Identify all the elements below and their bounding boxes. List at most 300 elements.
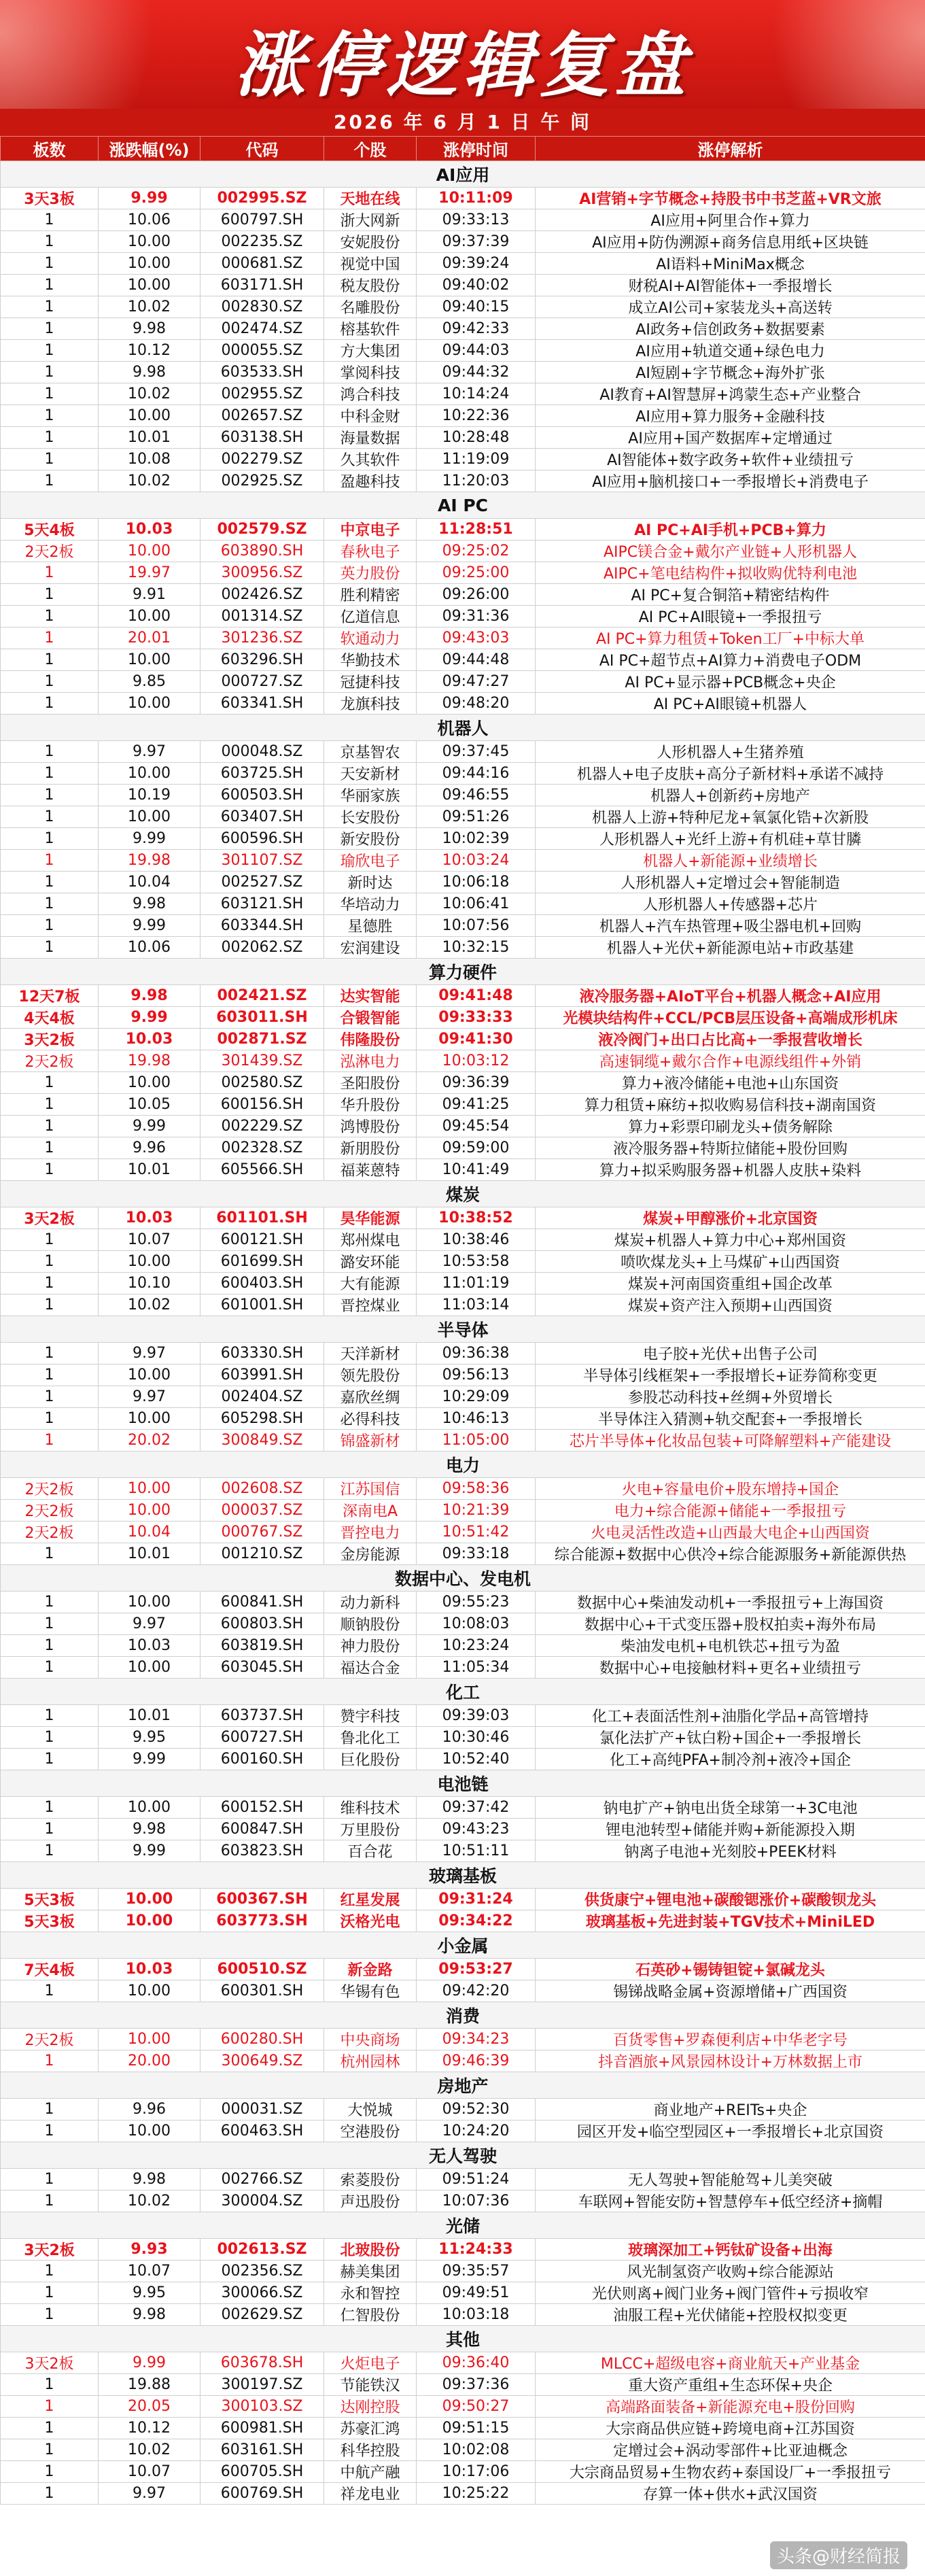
stock-name-cell: 沃格光电 [324, 1910, 417, 1932]
reason-cell: 玻璃深加工+钙钛矿设备+出海 [536, 2239, 925, 2261]
code-cell: 603296.SH [200, 649, 324, 671]
code-cell: 600503.SH [200, 785, 324, 806]
stock-name-cell: 深南电A [324, 1500, 417, 1522]
table-row [1, 2483, 925, 2505]
stock-name-cell: 英力股份 [324, 562, 417, 584]
limit-up-time-cell: 09:44:32 [417, 362, 536, 383]
change-pct-cell: 9.99 [99, 2352, 200, 2374]
limit-up-time-cell: 10:08:03 [417, 1613, 536, 1635]
limit-up-time-cell: 10:02:39 [417, 828, 536, 850]
board-count-cell: 1 [1, 1094, 99, 1116]
stock-name-cell: 郑州煤电 [324, 1229, 417, 1251]
change-pct-cell: 10.01 [99, 1543, 200, 1565]
code-cell: 002235.SZ [200, 231, 324, 253]
reason-cell: 大宗商品贸易+生物农药+泰国设厂+一季报扭亏 [536, 2461, 925, 2483]
board-count-cell: 1 [1, 872, 99, 893]
change-pct-cell: 9.93 [99, 2239, 200, 2261]
section-title: 机器人 [1, 715, 925, 741]
table-row [1, 1007, 925, 1029]
change-pct-cell: 10.00 [99, 1478, 200, 1500]
code-cell: 600727.SH [200, 1727, 324, 1749]
page-title: 涨停逻辑复盘 [234, 24, 691, 107]
code-cell: 002871.SZ [200, 1029, 324, 1050]
board-count-cell: 1 [1, 275, 99, 296]
reason-cell: 重大资产重组+生态环保+央企 [536, 2374, 925, 2396]
limit-up-time-cell: 09:44:16 [417, 763, 536, 785]
table-row [1, 893, 925, 915]
board-count-cell: 1 [1, 2374, 99, 2396]
change-pct-cell: 10.00 [99, 1592, 200, 1613]
reason-cell: 商业地产+REITs+央企 [536, 2099, 925, 2120]
limit-up-time-cell: 10:21:39 [417, 1500, 536, 1522]
table-row [1, 318, 925, 340]
reason-cell: 综合能源+数据中心供冷+综合能源服务+新能源供热 [536, 1543, 925, 1565]
header-reason: 涨停解析 [536, 137, 925, 161]
change-pct-cell: 10.03 [99, 519, 200, 540]
board-count-cell: 1 [1, 671, 99, 693]
reason-cell: AI PC+超节点+AI算力+消费电子ODM [536, 649, 925, 671]
table-body [1, 161, 925, 2505]
reason-cell: 火电灵活性改造+山西最大电企+山西国资 [536, 1522, 925, 1543]
section-header-row [1, 1770, 925, 1797]
code-cell: 002062.SZ [200, 937, 324, 959]
change-pct-cell: 10.07 [99, 2261, 200, 2282]
reason-cell: 机器人+汽车热管理+吸尘器电机+回购 [536, 915, 925, 937]
board-count-cell: 1 [1, 340, 99, 362]
change-pct-cell: 10.01 [99, 427, 200, 449]
code-cell: 603045.SH [200, 1657, 324, 1679]
code-cell: 002279.SZ [200, 449, 324, 470]
reason-cell: 半导体引线框架+一季报增长+证券简称变更 [536, 1364, 925, 1386]
stock-name-cell: 嘉欣丝绸 [324, 1386, 417, 1408]
board-count-cell: 1 [1, 741, 99, 763]
code-cell: 601101.SH [200, 1207, 324, 1229]
stock-name-cell: 节能铁汉 [324, 2374, 417, 2396]
reason-cell: AI应用+阿里合作+算力 [536, 209, 925, 231]
limit-up-time-cell: 09:51:24 [417, 2169, 536, 2191]
section-header-row [1, 2142, 925, 2169]
board-count-cell: 1 [1, 1657, 99, 1679]
code-cell: 600705.SH [200, 2461, 324, 2483]
table-row [1, 628, 925, 649]
stock-name-cell: 华丽家族 [324, 785, 417, 806]
reason-cell: 机器人上游+特种尼龙+氧氯化锆+次新股 [536, 806, 925, 828]
table-row [1, 649, 925, 671]
change-pct-cell: 10.02 [99, 1294, 200, 1316]
table-row [1, 1364, 925, 1386]
limit-up-time-cell: 11:05:34 [417, 1657, 536, 1679]
section-title: 电力 [1, 1452, 925, 1478]
stock-name-cell: 赞宇科技 [324, 1705, 417, 1727]
table-row [1, 2461, 925, 2483]
board-count-cell: 1 [1, 1364, 99, 1386]
stock-name-cell: 安妮股份 [324, 231, 417, 253]
board-count-cell: 5天4板 [1, 519, 99, 540]
reason-cell: AI营销+字节概念+持股书中书芝蓝+VR文旅 [536, 188, 925, 209]
table-row [1, 915, 925, 937]
section-header-row [1, 2326, 925, 2352]
board-count-cell: 1 [1, 405, 99, 427]
stock-name-cell: 瑜欣电子 [324, 850, 417, 872]
table-row [1, 519, 925, 540]
reason-cell: 火电+容量电价+股东增持+国企 [536, 1478, 925, 1500]
change-pct-cell: 10.00 [99, 806, 200, 828]
stock-name-cell: 新朋股份 [324, 1137, 417, 1159]
limit-up-time-cell: 10:24:20 [417, 2120, 536, 2142]
stock-name-cell: 榕基软件 [324, 318, 417, 340]
limit-up-time-cell: 09:37:45 [417, 741, 536, 763]
limit-up-time-cell: 11:19:09 [417, 449, 536, 470]
board-count-cell: 1 [1, 383, 99, 405]
change-pct-cell: 10.00 [99, 275, 200, 296]
reason-cell: 煤炭+资产注入预期+山西国资 [536, 1294, 925, 1316]
table-row [1, 1959, 925, 1980]
stock-name-cell: 名雕股份 [324, 296, 417, 318]
table-row [1, 1657, 925, 1679]
reason-cell: 机器人+电子皮肤+高分子新材料+承诺不减持 [536, 763, 925, 785]
code-cell: 600769.SH [200, 2483, 324, 2505]
board-count-cell: 1 [1, 253, 99, 275]
stock-name-cell: 锦盛新材 [324, 1430, 417, 1452]
code-cell: 002766.SZ [200, 2169, 324, 2191]
table-row [1, 763, 925, 785]
code-cell: 300004.SZ [200, 2191, 324, 2212]
code-cell: 002580.SZ [200, 1072, 324, 1094]
change-pct-cell: 10.00 [99, 1797, 200, 1819]
limit-up-time-cell: 09:36:38 [417, 1343, 536, 1364]
stock-name-cell: 顺钠股份 [324, 1613, 417, 1635]
section-header-row [1, 1316, 925, 1343]
board-count-cell: 1 [1, 1386, 99, 1408]
section-header-row [1, 1565, 925, 1592]
section-title: 无人驾驶 [1, 2142, 925, 2169]
change-pct-cell: 10.00 [99, 1980, 200, 2002]
change-pct-cell: 10.00 [99, 405, 200, 427]
change-pct-cell: 10.00 [99, 763, 200, 785]
reason-cell: 人形机器人+生猪养殖 [536, 741, 925, 763]
limit-up-time-cell: 09:35:57 [417, 2261, 536, 2282]
header-stock-name: 个股 [324, 137, 417, 161]
limit-up-time-cell: 10:25:22 [417, 2483, 536, 2505]
code-cell: 603121.SH [200, 893, 324, 915]
board-count-cell: 1 [1, 915, 99, 937]
change-pct-cell: 10.07 [99, 2461, 200, 2483]
limit-up-time-cell: 10:23:24 [417, 1635, 536, 1657]
limit-up-time-cell: 10:03:18 [417, 2304, 536, 2326]
board-count-cell: 1 [1, 1408, 99, 1430]
table-row [1, 340, 925, 362]
reason-cell: 数据中心+电接触材料+更名+业绩扭亏 [536, 1657, 925, 1679]
code-cell: 603330.SH [200, 1343, 324, 1364]
table-row [1, 275, 925, 296]
stock-name-cell: 天地在线 [324, 188, 417, 209]
section-header-row [1, 1679, 925, 1705]
table-row [1, 1749, 925, 1770]
limit-up-time-cell: 10:06:41 [417, 893, 536, 915]
section-header-row [1, 1932, 925, 1959]
board-count-cell: 1 [1, 649, 99, 671]
board-count-cell: 1 [1, 318, 99, 340]
reason-cell: 光伏则离+阀门业务+阀门管件+亏损收窄 [536, 2282, 925, 2304]
table-row [1, 850, 925, 872]
stock-name-cell: 火炬电子 [324, 2352, 417, 2374]
limit-up-time-cell: 09:36:39 [417, 1072, 536, 1094]
code-cell: 600160.SH [200, 1749, 324, 1770]
change-pct-cell: 10.06 [99, 937, 200, 959]
change-pct-cell: 10.00 [99, 1889, 200, 1910]
code-cell: 002657.SZ [200, 405, 324, 427]
limit-up-time-cell: 09:46:55 [417, 785, 536, 806]
code-cell: 000767.SZ [200, 1522, 324, 1543]
stock-name-cell: 万里股份 [324, 1819, 417, 1840]
stock-name-cell: 中京电子 [324, 519, 417, 540]
section-title: 算力硬件 [1, 959, 925, 985]
stock-name-cell: 动力新科 [324, 1592, 417, 1613]
code-cell: 600156.SH [200, 1094, 324, 1116]
table-row [1, 1343, 925, 1364]
limit-up-time-cell: 10:06:18 [417, 872, 536, 893]
table-row [1, 1251, 925, 1273]
stock-name-cell: 晋控电力 [324, 1522, 417, 1543]
board-count-cell: 1 [1, 806, 99, 828]
code-cell: 601001.SH [200, 1294, 324, 1316]
code-cell: 603678.SH [200, 2352, 324, 2374]
reason-cell: 供货康宁+锂电池+碳酸锶涨价+碳酸钡龙头 [536, 1889, 925, 1910]
stock-name-cell: 苏豪汇鸿 [324, 2418, 417, 2439]
board-count-cell: 1 [1, 1819, 99, 1840]
change-pct-cell: 10.02 [99, 296, 200, 318]
limit-up-time-cell: 10:14:24 [417, 383, 536, 405]
stock-name-cell: 中航产融 [324, 2461, 417, 2483]
table-row [1, 828, 925, 850]
board-count-cell: 1 [1, 1273, 99, 1294]
reason-cell: 人形机器人+定增过会+智能制造 [536, 872, 925, 893]
code-cell: 001210.SZ [200, 1543, 324, 1565]
stock-name-cell: 杭州园林 [324, 2050, 417, 2072]
limit-up-time-cell: 09:34:23 [417, 2029, 536, 2050]
change-pct-cell: 10.00 [99, 1910, 200, 1932]
stock-name-cell: 百合花 [324, 1840, 417, 1862]
reason-cell: 百货零售+罗森便利店+中华老字号 [536, 2029, 925, 2050]
board-count-cell: 1 [1, 850, 99, 872]
table-row [1, 383, 925, 405]
stock-name-cell: 浙大网新 [324, 209, 417, 231]
limit-up-time-cell: 09:41:48 [417, 985, 536, 1007]
board-count-cell: 1 [1, 828, 99, 850]
code-cell: 600301.SH [200, 1980, 324, 2002]
board-count-cell: 1 [1, 2050, 99, 2072]
limit-up-time-cell: 10:51:11 [417, 1840, 536, 1862]
section-title: 化工 [1, 1679, 925, 1705]
limit-up-time-cell: 09:39:03 [417, 1705, 536, 1727]
stock-name-cell: 久其软件 [324, 449, 417, 470]
code-cell: 301236.SZ [200, 628, 324, 649]
change-pct-cell: 10.03 [99, 1029, 200, 1050]
watermark: 头条@财经简报 [770, 2541, 907, 2569]
change-pct-cell: 9.99 [99, 1007, 200, 1029]
board-count-cell: 2天2板 [1, 1478, 99, 1500]
table-row [1, 231, 925, 253]
board-count-cell: 1 [1, 584, 99, 606]
limit-up-time-cell: 10:38:52 [417, 1207, 536, 1229]
change-pct-cell: 9.98 [99, 318, 200, 340]
reason-cell: 电子胶+光伏+出售子公司 [536, 1343, 925, 1364]
board-count-cell: 3天3板 [1, 188, 99, 209]
change-pct-cell: 10.00 [99, 253, 200, 275]
code-cell: 600280.SH [200, 2029, 324, 2050]
limit-up-time-cell: 10:46:13 [417, 1408, 536, 1430]
table-row [1, 2191, 925, 2212]
change-pct-cell: 10.08 [99, 449, 200, 470]
stock-name-cell: 空港股份 [324, 2120, 417, 2142]
table-row [1, 2282, 925, 2304]
code-cell: 603991.SH [200, 1364, 324, 1386]
table-row [1, 606, 925, 628]
code-cell: 000055.SZ [200, 340, 324, 362]
limit-up-time-cell: 09:43:23 [417, 1819, 536, 1840]
stock-name-cell: 中央商场 [324, 2029, 417, 2050]
reason-cell: 财税AI+AI智能体+一季报增长 [536, 275, 925, 296]
board-count-cell: 5天3板 [1, 1889, 99, 1910]
board-count-cell: 1 [1, 763, 99, 785]
limit-up-time-cell: 09:26:00 [417, 584, 536, 606]
stock-name-cell: 晋控煤业 [324, 1294, 417, 1316]
section-title: AI应用 [1, 161, 925, 188]
table-row [1, 1386, 925, 1408]
table-row [1, 188, 925, 209]
table-row [1, 2374, 925, 2396]
reason-cell: 半导体注入猜测+轨交配套+一季报增长 [536, 1408, 925, 1430]
change-pct-cell: 9.95 [99, 1727, 200, 1749]
stock-name-cell: 京基智农 [324, 741, 417, 763]
reason-cell: AI PC+AI眼镜+机器人 [536, 693, 925, 715]
table-row [1, 937, 925, 959]
change-pct-cell: 10.01 [99, 1159, 200, 1181]
table-row [1, 1273, 925, 1294]
table-row [1, 562, 925, 584]
limit-up-time-cell: 10:11:09 [417, 188, 536, 209]
reason-cell: 煤炭+甲醇涨价+北京国资 [536, 1207, 925, 1229]
section-title: 煤炭 [1, 1181, 925, 1207]
stock-name-cell: 金房能源 [324, 1543, 417, 1565]
reason-cell: 参股芯动科技+丝绸+外贸增长 [536, 1386, 925, 1408]
reason-cell: 人形机器人+光纤上游+有机硅+草甘膦 [536, 828, 925, 850]
board-count-cell: 1 [1, 693, 99, 715]
table-row [1, 1029, 925, 1050]
change-pct-cell: 10.02 [99, 2191, 200, 2212]
code-cell: 600841.SH [200, 1592, 324, 1613]
reason-cell: 锡锑战略金属+资源增储+广西国资 [536, 1980, 925, 2002]
change-pct-cell: 10.12 [99, 2418, 200, 2439]
limit-up-time-cell: 09:37:39 [417, 231, 536, 253]
change-pct-cell: 10.10 [99, 1273, 200, 1294]
change-pct-cell: 9.97 [99, 2483, 200, 2505]
limit-up-time-cell: 09:51:15 [417, 2418, 536, 2439]
limit-up-time-cell: 09:44:03 [417, 340, 536, 362]
header-change-pct: 涨跌幅(%) [99, 137, 200, 161]
table-row [1, 470, 925, 492]
stock-name-cell: 领先股份 [324, 1364, 417, 1386]
date-bar: 2026 年 6 月 1 日 午 间 [0, 109, 925, 136]
limit-up-time-cell: 10:22:36 [417, 405, 536, 427]
change-pct-cell: 10.19 [99, 785, 200, 806]
limit-up-time-cell: 10:07:56 [417, 915, 536, 937]
table-row [1, 296, 925, 318]
limit-up-time-cell: 09:55:23 [417, 1592, 536, 1613]
section-title: 数据中心、发电机 [1, 1565, 925, 1592]
limit-up-time-cell: 11:05:00 [417, 1430, 536, 1452]
section-header-row [1, 1452, 925, 1478]
change-pct-cell: 10.00 [99, 606, 200, 628]
change-pct-cell: 19.98 [99, 1050, 200, 1072]
reason-cell: 数据中心+柴油发动机+一季报扭亏+上海国资 [536, 1592, 925, 1613]
change-pct-cell: 10.00 [99, 1657, 200, 1679]
table-row [1, 1522, 925, 1543]
code-cell: 002629.SZ [200, 2304, 324, 2326]
stock-name-cell: 仁智股份 [324, 2304, 417, 2326]
limit-up-time-cell: 10:07:36 [417, 2191, 536, 2212]
board-count-cell: 1 [1, 449, 99, 470]
reason-cell: 机器人+创新药+房地产 [536, 785, 925, 806]
limit-up-time-cell: 09:33:18 [417, 1543, 536, 1565]
code-cell: 600152.SH [200, 1797, 324, 1819]
reason-cell: 无人驾驶+智能舱驾+儿美突破 [536, 2169, 925, 2191]
change-pct-cell: 9.98 [99, 893, 200, 915]
change-pct-cell: 9.99 [99, 188, 200, 209]
change-pct-cell: 9.96 [99, 1137, 200, 1159]
code-cell: 002328.SZ [200, 1137, 324, 1159]
change-pct-cell: 9.98 [99, 2304, 200, 2326]
stock-name-cell: 掌阅科技 [324, 362, 417, 383]
table-row [1, 1072, 925, 1094]
code-cell: 600510.SZ [200, 1959, 324, 1980]
change-pct-cell: 9.97 [99, 741, 200, 763]
table-row [1, 2261, 925, 2282]
stock-name-cell: 长安股份 [324, 806, 417, 828]
limit-up-time-cell: 09:41:30 [417, 1029, 536, 1050]
limit-up-time-cell: 09:33:13 [417, 209, 536, 231]
section-title: 房地产 [1, 2072, 925, 2099]
code-cell: 002356.SZ [200, 2261, 324, 2282]
stock-name-cell: 宏润建设 [324, 937, 417, 959]
title-banner [0, 0, 925, 109]
reason-cell: AI PC+显示器+PCB概念+央企 [536, 671, 925, 693]
change-pct-cell: 9.97 [99, 1343, 200, 1364]
board-count-cell: 1 [1, 1592, 99, 1613]
change-pct-cell: 9.99 [99, 1116, 200, 1137]
change-pct-cell: 10.00 [99, 649, 200, 671]
limit-up-time-cell: 09:58:36 [417, 1478, 536, 1500]
code-cell: 301107.SZ [200, 850, 324, 872]
limit-up-time-cell: 10:03:24 [417, 850, 536, 872]
stock-name-cell: 税友股份 [324, 275, 417, 296]
section-header-row [1, 959, 925, 985]
change-pct-cell: 9.91 [99, 584, 200, 606]
reason-cell: AI PC+AI手机+PCB+算力 [536, 519, 925, 540]
change-pct-cell: 9.99 [99, 1840, 200, 1862]
change-pct-cell: 9.98 [99, 985, 200, 1007]
limit-up-time-cell: 09:42:33 [417, 318, 536, 340]
stock-name-cell: 潞安环能 [324, 1251, 417, 1273]
board-count-cell: 1 [1, 2261, 99, 2282]
board-count-cell: 3天2板 [1, 2239, 99, 2261]
code-cell: 603161.SH [200, 2439, 324, 2461]
board-count-cell: 1 [1, 2483, 99, 2505]
limit-up-time-cell: 09:40:02 [417, 275, 536, 296]
reason-cell: 柴油发电机+电机铁芯+扭亏为盈 [536, 1635, 925, 1657]
change-pct-cell: 10.06 [99, 209, 200, 231]
change-pct-cell: 10.02 [99, 2439, 200, 2461]
